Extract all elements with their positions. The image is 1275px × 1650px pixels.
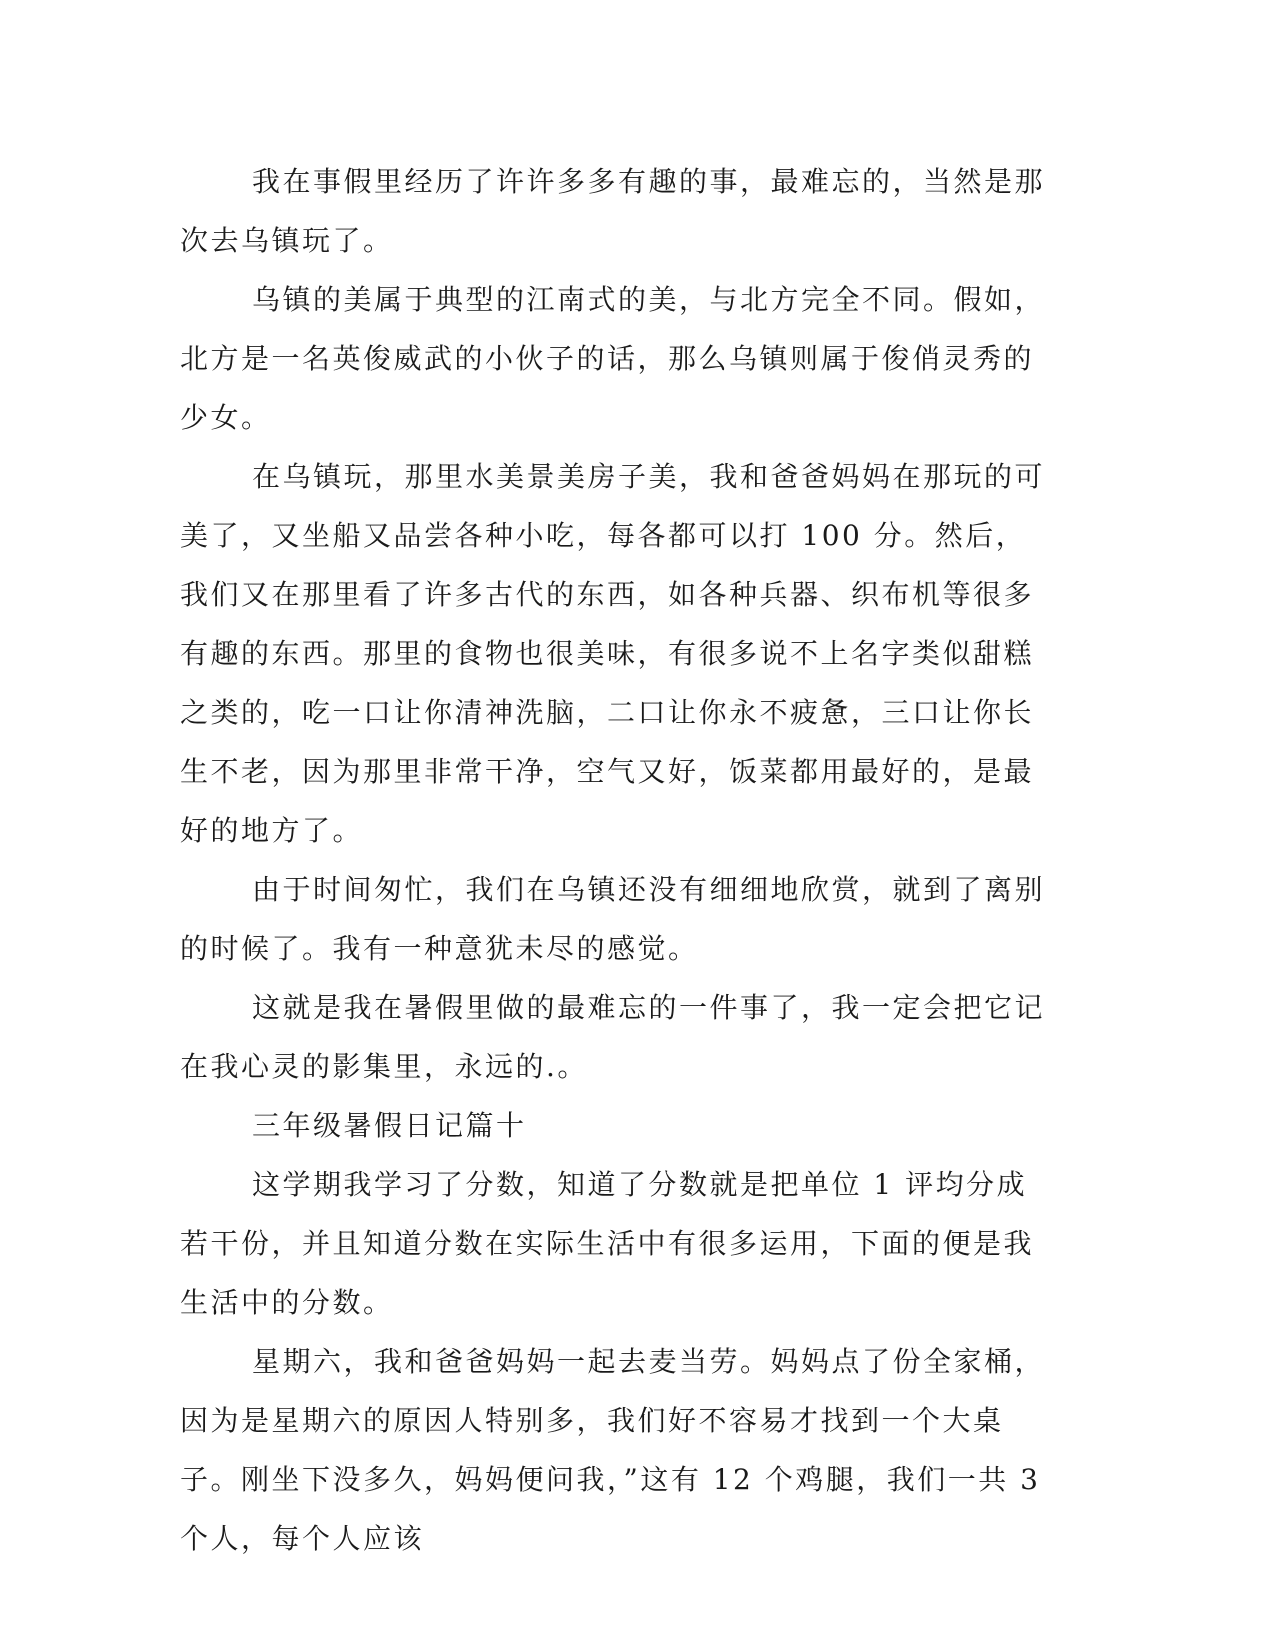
paragraph-3: 在乌镇玩，那里水美景美房子美，我和爸爸妈妈在那玩的可美了，又坐船又品尝各种小吃，每各都可以打 100 分。然后，我们又在那里看了许多古代的东西，如各种兵器、织布机等很多有趣的东西。那里的食物也很美味，有很多说不上名字类似甜糕之类的，吃一口让你清神洗脑，二口让你永不疲惫，三口让你长生不老，因为那里非常干净，空气又好，饭菜都用最好的，是最好的地方了。 — [180, 460, 1046, 847]
paragraph-2: 乌镇的美属于典型的江南式的美，与北方完全不同。假如，北方是一名英俊威武的小伙子的话，那么乌镇则属于俊俏灵秀的少女。 — [180, 283, 1046, 434]
document-body — [180, 152, 1052, 1568]
paragraph-1: 我在事假里经历了许许多多有趣的事，最难忘的，当然是那次去乌镇玩了。 — [180, 165, 1046, 257]
paragraph-7: 星期六，我和爸爸妈妈一起去麦当劳。妈妈点了份全家桶，因为是星期六的原因人特别多，我们好不容易才找到一个大桌子。刚坐下没多久，妈妈便问我，”这有 12 个鸡腿，我们一共 3 个人，每个人应该 — [180, 1345, 1046, 1555]
paragraph-5: 这就是我在暑假里做的最难忘的一件事了，我一定会把它记在我心灵的影集里，永远的.。 — [180, 991, 1046, 1083]
paragraph-6: 这学期我学习了分数，知道了分数就是把单位 1 评均分成若干份，并且知道分数在实际生活中有很多运用，下面的便是我生活中的分数。 — [180, 1168, 1035, 1319]
section-title: 三年级暑假日记篇十 — [252, 1109, 527, 1142]
paragraph-4: 由于时间匆忙，我们在乌镇还没有细细地欣赏，就到了离别的时候了。我有一种意犹未尽的感觉。 — [180, 873, 1046, 965]
